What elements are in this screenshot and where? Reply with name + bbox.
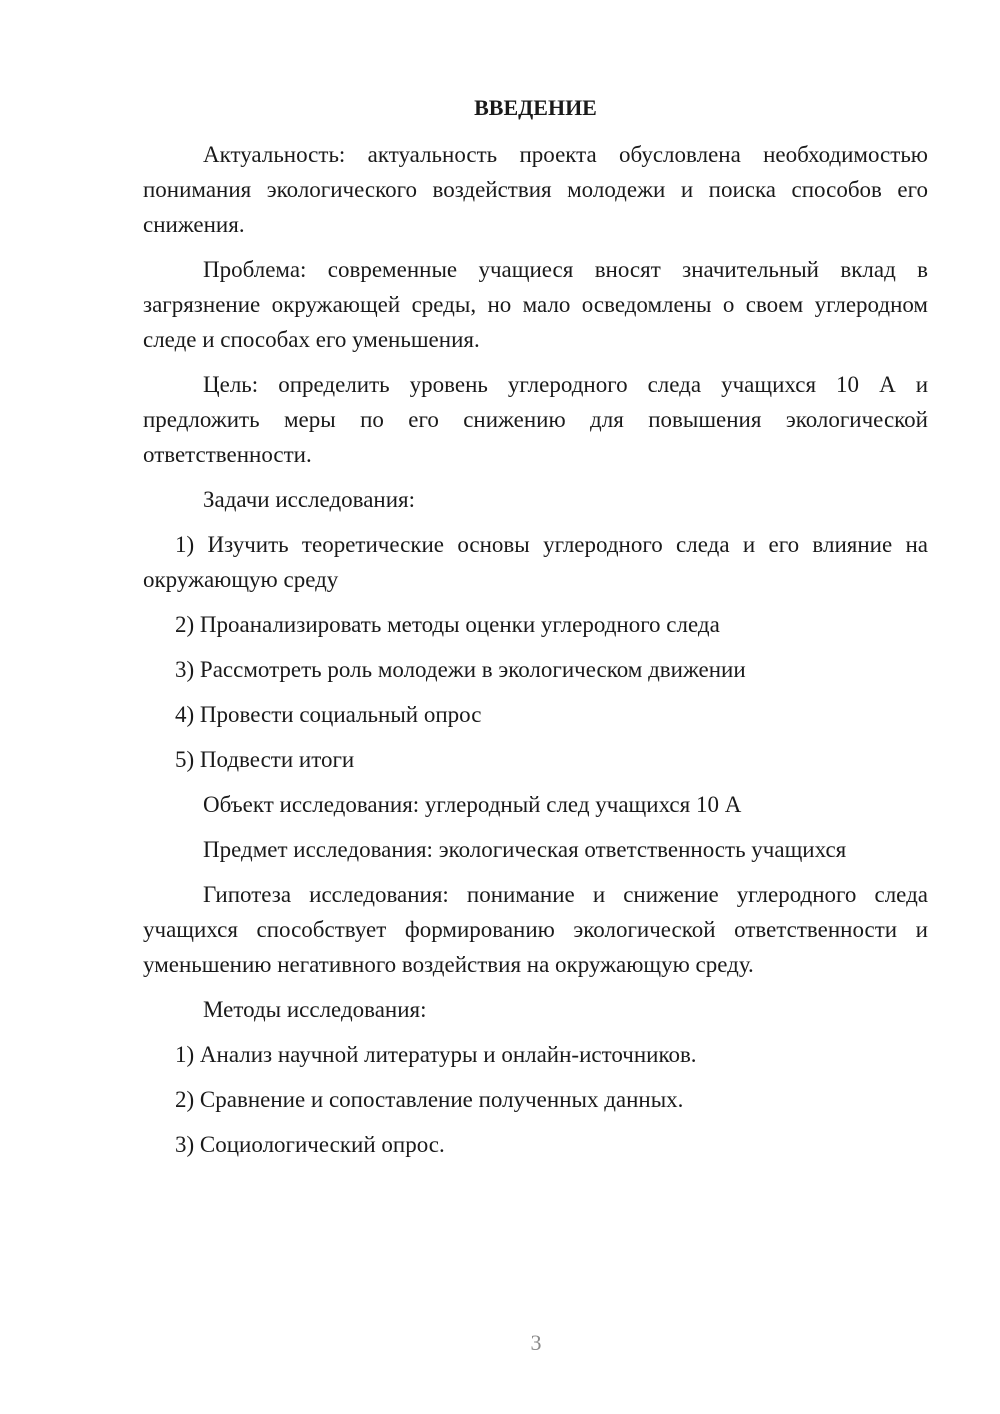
task-item: 4) Провести социальный опрос <box>175 702 482 727</box>
task-item: 1) Изучить теоретические основы углеродного следа и его влияние на окружающую среду <box>143 532 928 592</box>
methods-heading: Методы исследования: <box>203 997 427 1022</box>
subject-paragraph: Предмет исследования: экологическая ответственность учащихся <box>203 837 847 862</box>
document-body <box>143 90 928 1172</box>
method-item: 3) Социологический опрос. <box>175 1132 445 1157</box>
method-item: 2) Сравнение и сопоставление полученных данных. <box>175 1087 684 1112</box>
problem-paragraph: Проблема: современные учащиеся вносят значительный вклад в загрязнение окружающей среды, но мало осведомлены о своем углеродном следе и способах его уменьшения. <box>143 257 928 352</box>
section-title: ВВЕДЕНИЕ <box>474 95 597 120</box>
hypothesis-paragraph: Гипотеза исследования: понимание и снижение углеродного следа учащихся способствует формированию экологической ответственности и уменьшению негативного воздействия на окружающую среду. <box>143 882 928 977</box>
tasks-heading: Задачи исследования: <box>203 487 416 512</box>
task-item: 3) Рассмотреть роль молодежи в экологическом движении <box>175 657 746 682</box>
task-item: 5) Подвести итоги <box>175 747 355 772</box>
method-item: 1) Анализ научной литературы и онлайн-источников. <box>175 1042 697 1067</box>
relevance-paragraph: Актуальность: актуальность проекта обусловлена необходимостью понимания экологического воздействия молодежи и поиска способов его снижения. <box>143 142 928 237</box>
page-number: 3 <box>530 1330 542 1355</box>
goal-paragraph: Цель: определить уровень углеродного следа учащихся 10 А и предложить меры по его снижению для повышения экологической ответственности. <box>143 372 928 467</box>
object-paragraph: Объект исследования: углеродный след учащихся 10 А <box>203 792 742 817</box>
task-item: 2) Проанализировать методы оценки углеродного следа <box>175 612 720 637</box>
